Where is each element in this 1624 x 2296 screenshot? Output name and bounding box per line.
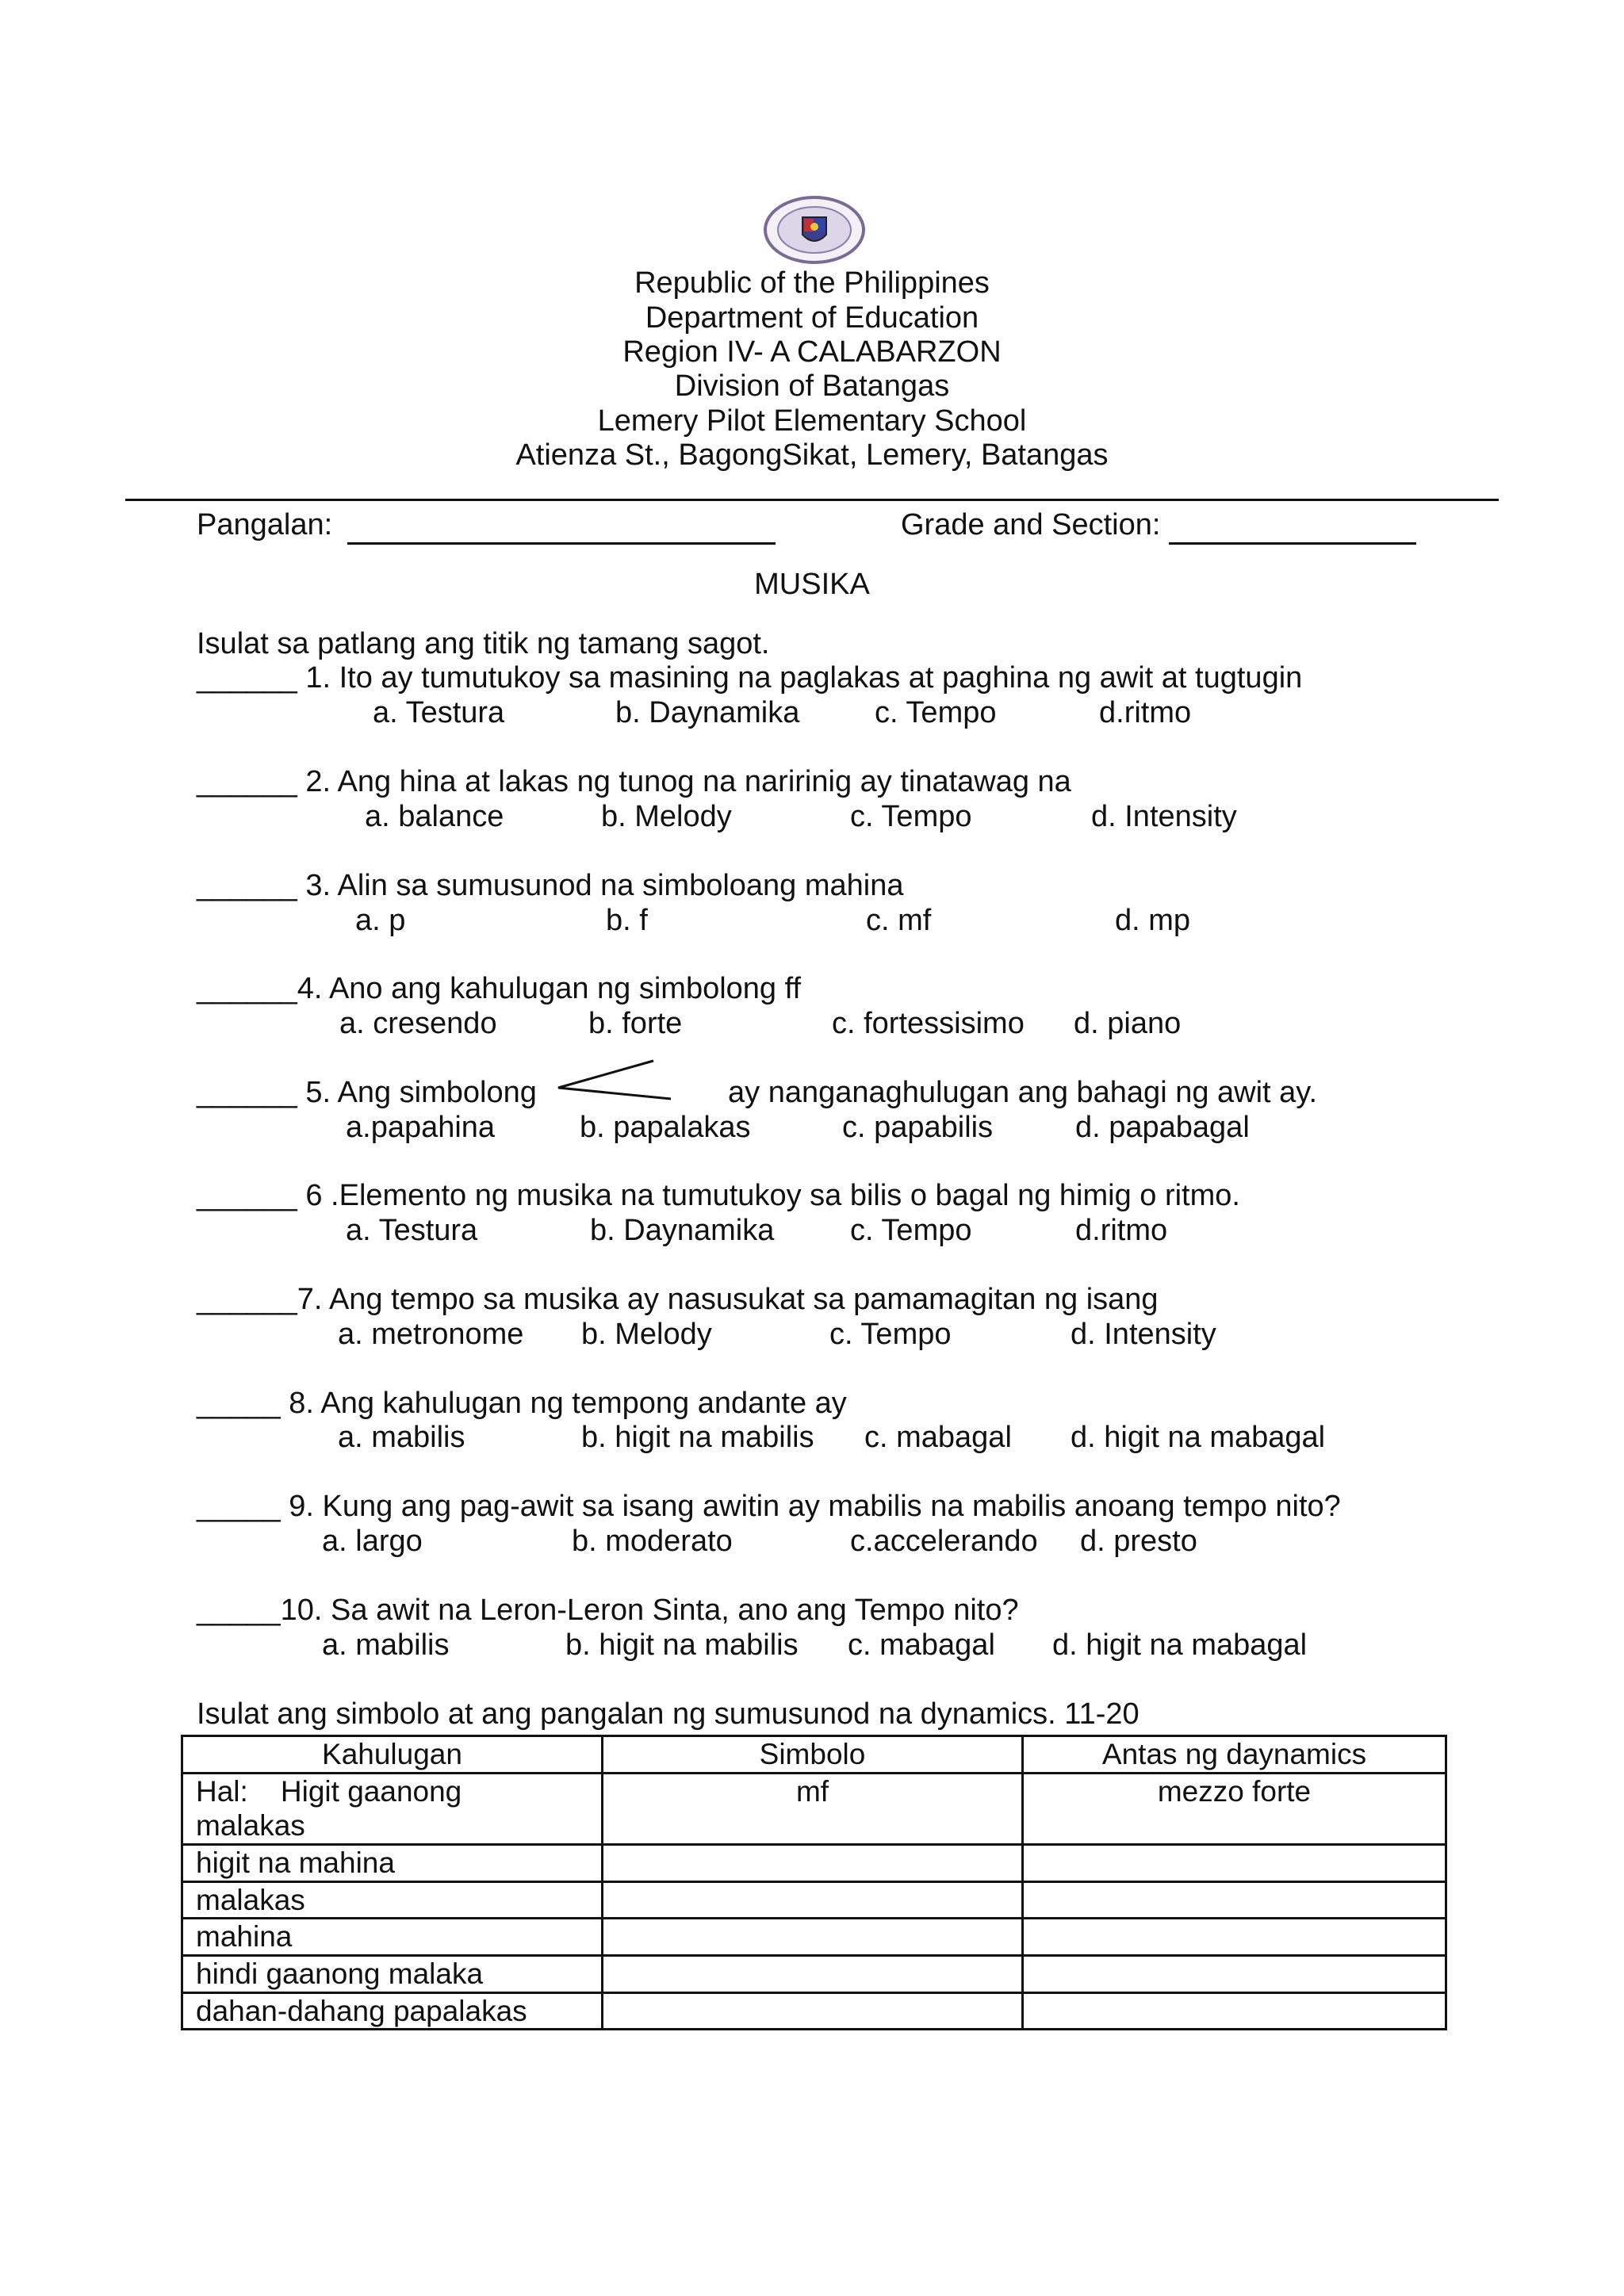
grade-section-label: Grade and Section: (901, 508, 1161, 541)
table-row (182, 1881, 1446, 1919)
question-6-choice-b: b. Daynamika (590, 1214, 775, 1247)
grade-section-blank-line[interactable] (1169, 542, 1416, 545)
question-3-choice-b: b. f (606, 904, 648, 937)
question-1-stem: ______ 1. Ito ay tumutukoy sa masining na paglakas at paghina ng awit at tugtugin (197, 661, 1303, 695)
question-7-choice-c: c. Tempo (829, 1318, 952, 1351)
question-3-choice-c: c. mf (866, 904, 932, 937)
header-division: Division of Batangas (674, 369, 950, 403)
column-header-kahulugan: Kahulugan (182, 1736, 603, 1774)
question-8-choice-c: c. mabagal (864, 1421, 1012, 1454)
question-2-stem: ______ 2. Ang hina at lakas ng tunog na naririnig ay tinatawag na (197, 765, 1071, 798)
question-9-choice-c: c.accelerando (850, 1525, 1038, 1558)
question-5-choice-b: b. papalakas (580, 1111, 751, 1144)
instruction-part2: Isulat ang simbolo at ang pangalan ng sumusunod na dynamics. 11-20 (197, 1697, 1139, 1731)
crescendo-symbol-icon (555, 1056, 674, 1104)
header-address: Atienza St., BagongSikat, Lemery, Batangas (515, 438, 1109, 472)
row-meaning: malakas (182, 1881, 603, 1919)
question-10-choice-d: d. higit na mabagal (1052, 1628, 1308, 1662)
header-republic: Republic of the Philippines (634, 266, 990, 300)
question-10-choice-c: c. mabagal (848, 1628, 995, 1662)
level-answer-cell[interactable] (1023, 1881, 1446, 1919)
table-row (182, 1955, 1446, 1992)
name-label: Pangalan: (197, 508, 333, 541)
row-meaning: hindi gaanong malaka (182, 1955, 603, 1992)
column-header-antas: Antas ng daynamics (1023, 1736, 1446, 1774)
instruction-part1: Isulat sa patlang ang titik ng tamang sagot. (197, 627, 770, 660)
question-8-choice-a: a. mabilis (338, 1421, 465, 1454)
question-5-choice-d: d. papabagal (1075, 1111, 1250, 1144)
question-2-choice-a: a. balance (365, 800, 504, 833)
column-header-simbolo: Simbolo (603, 1736, 1023, 1774)
example-meaning (182, 1773, 603, 1844)
question-5-stem: ______ 5. Ang simbolong (197, 1076, 537, 1109)
level-answer-cell[interactable] (1023, 1955, 1446, 1992)
question-6-choice-a: a. Testura (346, 1214, 478, 1247)
question-10-choice-b: b. higit na mabilis (565, 1628, 799, 1662)
question-5-stem-continued: ay nanganaghulugan ang bahagi ng awit ay. (728, 1076, 1318, 1109)
level-answer-cell[interactable] (1023, 1992, 1446, 2030)
question-9-choice-b: b. moderato (572, 1525, 733, 1558)
level-answer-cell[interactable] (1023, 1844, 1446, 1881)
question-6-stem: ______ 6 .Elemento ng musika na tumutukoy sa bilis o bagal ng himig o ritmo. (197, 1179, 1240, 1212)
question-9-stem: _____ 9. Kung ang pag-awit sa isang awitin ay mabilis na mabilis anoang tempo nito? (197, 1490, 1341, 1523)
symbol-answer-cell[interactable] (603, 1992, 1023, 2030)
question-9-choice-d: d. presto (1080, 1525, 1197, 1558)
question-5-choice-a: a.papahina (346, 1111, 496, 1144)
level-answer-cell[interactable] (1023, 1919, 1446, 1956)
question-4-choice-a: a. cresendo (339, 1007, 497, 1040)
example-meaning-line2: malakas (196, 1809, 305, 1843)
question-1-choice-c: c. Tempo (875, 696, 997, 729)
question-1-choice-a: a. Testura (373, 696, 505, 729)
question-3-choice-d: d. mp (1115, 904, 1191, 937)
table-header-row (182, 1736, 1446, 1774)
question-6-choice-c: c. Tempo (850, 1214, 972, 1247)
question-10-choice-a: a. mabilis (322, 1628, 450, 1662)
table-example-row (182, 1773, 1446, 1844)
header-region: Region IV- A CALABARZON (622, 335, 1002, 369)
dynamics-table (181, 1735, 1447, 2030)
header-school: Lemery Pilot Elementary School (597, 404, 1027, 438)
question-3-choice-a: a. p (355, 904, 406, 937)
table-row (182, 1919, 1446, 1956)
question-4-stem: ______4. Ano ang kahulugan ng simbolong ff (197, 972, 802, 1005)
header-department: Department of Education (645, 301, 979, 335)
question-7-choice-d: d. Intensity (1071, 1318, 1216, 1351)
question-8-choice-d: d. higit na mabagal (1071, 1421, 1326, 1454)
symbol-answer-cell[interactable] (603, 1919, 1023, 1956)
subject-title: MUSIKA (754, 568, 870, 601)
question-2-choice-d: d. Intensity (1091, 800, 1237, 833)
question-7-choice-a: a. metronome (338, 1318, 524, 1351)
header-divider (125, 499, 1499, 501)
deped-seal-icon (763, 195, 866, 265)
question-9-choice-a: a. largo (322, 1525, 423, 1558)
question-6-choice-d: d.ritmo (1075, 1214, 1168, 1247)
question-8-stem: _____ 8. Ang kahulugan ng tempong andante ay (197, 1387, 847, 1420)
row-meaning: dahan-dahang papalakas (182, 1992, 603, 2030)
name-blank-line[interactable] (347, 542, 776, 545)
table-row (182, 1992, 1446, 2030)
example-meaning-line1: Hal: Higit gaanong (196, 1774, 462, 1808)
question-4-choice-c: c. fortessisimo (832, 1007, 1025, 1040)
question-4-choice-d: d. piano (1074, 1007, 1182, 1040)
question-3-stem: ______ 3. Alin sa sumusunod na simboloang mahina (197, 869, 904, 902)
question-4-choice-b: b. forte (588, 1007, 683, 1040)
question-8-choice-b: b. higit na mabilis (581, 1421, 814, 1454)
question-2-choice-b: b. Melody (601, 800, 732, 833)
question-7-choice-b: b. Melody (581, 1318, 712, 1351)
row-meaning: mahina (182, 1919, 603, 1956)
symbol-answer-cell[interactable] (603, 1844, 1023, 1881)
question-1-choice-d: d.ritmo (1099, 696, 1192, 729)
symbol-answer-cell[interactable] (603, 1881, 1023, 1919)
question-1-choice-b: b. Daynamika (615, 696, 800, 729)
example-symbol: mf (603, 1773, 1023, 1844)
symbol-answer-cell[interactable] (603, 1955, 1023, 1992)
question-10-stem: _____10. Sa awit na Leron-Leron Sinta, ano ang Tempo nito? (197, 1594, 1019, 1627)
question-2-choice-c: c. Tempo (850, 800, 972, 833)
example-level: mezzo forte (1023, 1773, 1446, 1844)
question-5-choice-c: c. papabilis (842, 1111, 994, 1144)
row-meaning: higit na mahina (182, 1844, 603, 1881)
question-7-stem: ______7. Ang tempo sa musika ay nasusukat sa pamamagitan ng isang (197, 1283, 1159, 1316)
table-row (182, 1844, 1446, 1881)
